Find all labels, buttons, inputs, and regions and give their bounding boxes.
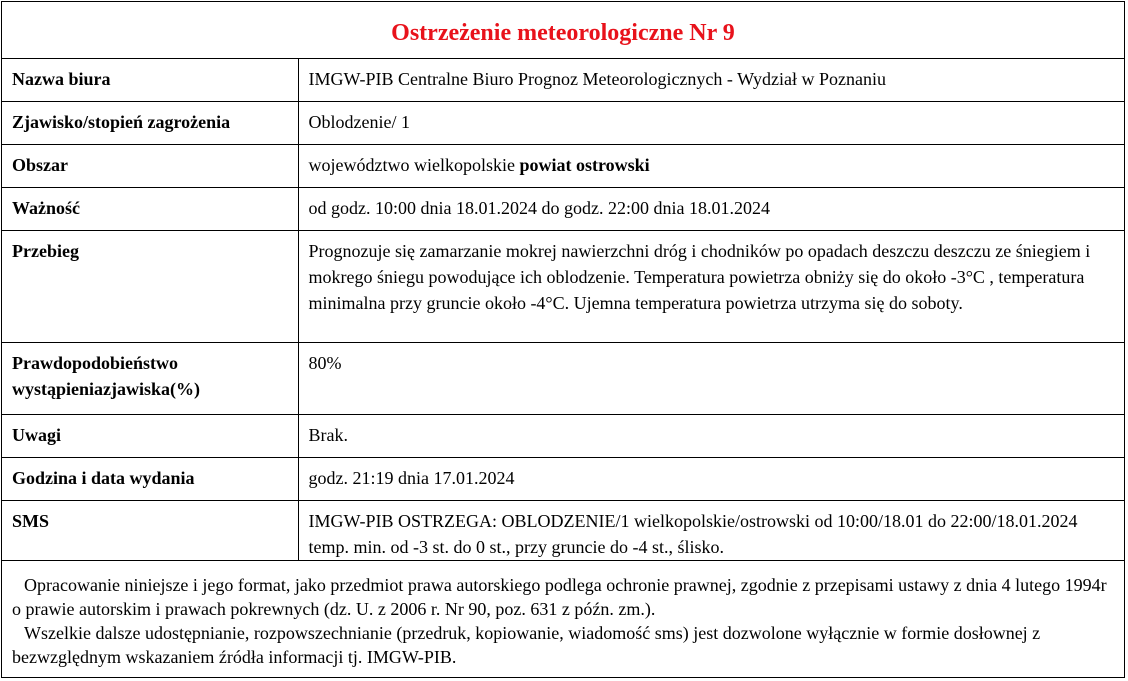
probability-label: Prawdopodobieństwo wystąpieniazjawiska(%): [2, 342, 298, 414]
area-region: województwo wielkopolskie: [308, 154, 515, 175]
row-sms: [2, 500, 1124, 560]
validity-label: Ważność: [2, 187, 298, 230]
office-value: IMGW-PIB Centralne Biuro Prognoz Meteorologicznych - Wydział w Poznaniu: [298, 59, 1124, 101]
row-phenomenon: [2, 101, 1124, 144]
title-row: [2, 2, 1124, 59]
row-issued: [2, 457, 1124, 500]
document-title: Ostrzeżenie meteorologiczne Nr 9: [391, 19, 735, 46]
area-value: [298, 144, 1124, 187]
issued-value: godz. 21:19 dnia 17.01.2024: [298, 457, 1124, 500]
remarks-value: Brak.: [298, 414, 1124, 457]
row-probability: [2, 342, 1124, 414]
course-label: Przebieg: [2, 230, 298, 342]
row-course: [2, 230, 1124, 342]
phenomenon-label: Zjawisko/stopień zagrożenia: [2, 101, 298, 144]
validity-value: od godz. 10:00 dnia 18.01.2024 do godz. 22:00 dnia 18.01.2024: [298, 187, 1124, 230]
distribution-paragraph: Wszelkie dalsze udostępnianie, rozpowszechnianie (przedruk, kopiowanie, wiadomość sms) jest dozwolone wyłącznie w formie dosłownej z bezwzględnym wskazaniem źródła informacji tj. IMGW-PIB.: [12, 622, 1041, 667]
sms-label: SMS: [2, 500, 298, 560]
phenomenon-value: Oblodzenie/ 1: [298, 101, 1124, 144]
row-area: [2, 144, 1124, 187]
area-county: powiat ostrowski: [519, 154, 650, 175]
row-remarks: [2, 414, 1124, 457]
warning-document: [1, 1, 1125, 678]
warning-table: [2, 59, 1124, 561]
probability-value: 80%: [298, 342, 1124, 414]
issued-label: Godzina i data wydania: [2, 457, 298, 500]
sms-value: IMGW-PIB OSTRZEGA: OBLODZENIE/1 wielkopolskie/ostrowski od 10:00/18.01 do 22:00/18.01.2024 temp. min. od -3 st. do 0 st., przy gruncie do -4 st., ślisko.: [298, 500, 1124, 560]
row-validity: [2, 187, 1124, 230]
copyright-footer: [2, 561, 1124, 669]
office-label: Nazwa biura: [2, 59, 298, 101]
row-office: [2, 59, 1124, 101]
course-value: Prognozuje się zamarzanie mokrej nawierzchni dróg i chodników po opadach deszczu deszczu ze śniegiem i mokrego śniegu powodujące ich oblodzenie. Temperatura powietrza obniży się do około -3°C , temperatura minimalna przy gruncie około -4°C. Ujemna temperatura powietrza utrzyma się do soboty.: [298, 230, 1124, 342]
remarks-label: Uwagi: [2, 414, 298, 457]
copyright-paragraph: Opracowanie niniejsze i jego format, jako przedmiot prawa autorskiego podlega ochronie prawnej, zgodnie z przepisami ustawy z dnia 4 lutego 1994r o prawie autorskim i prawach pokrewnych (dz. U. z 2006 r. Nr 90, poz. 631 z późn. zm.).: [12, 574, 1107, 619]
area-label: Obszar: [2, 144, 298, 187]
